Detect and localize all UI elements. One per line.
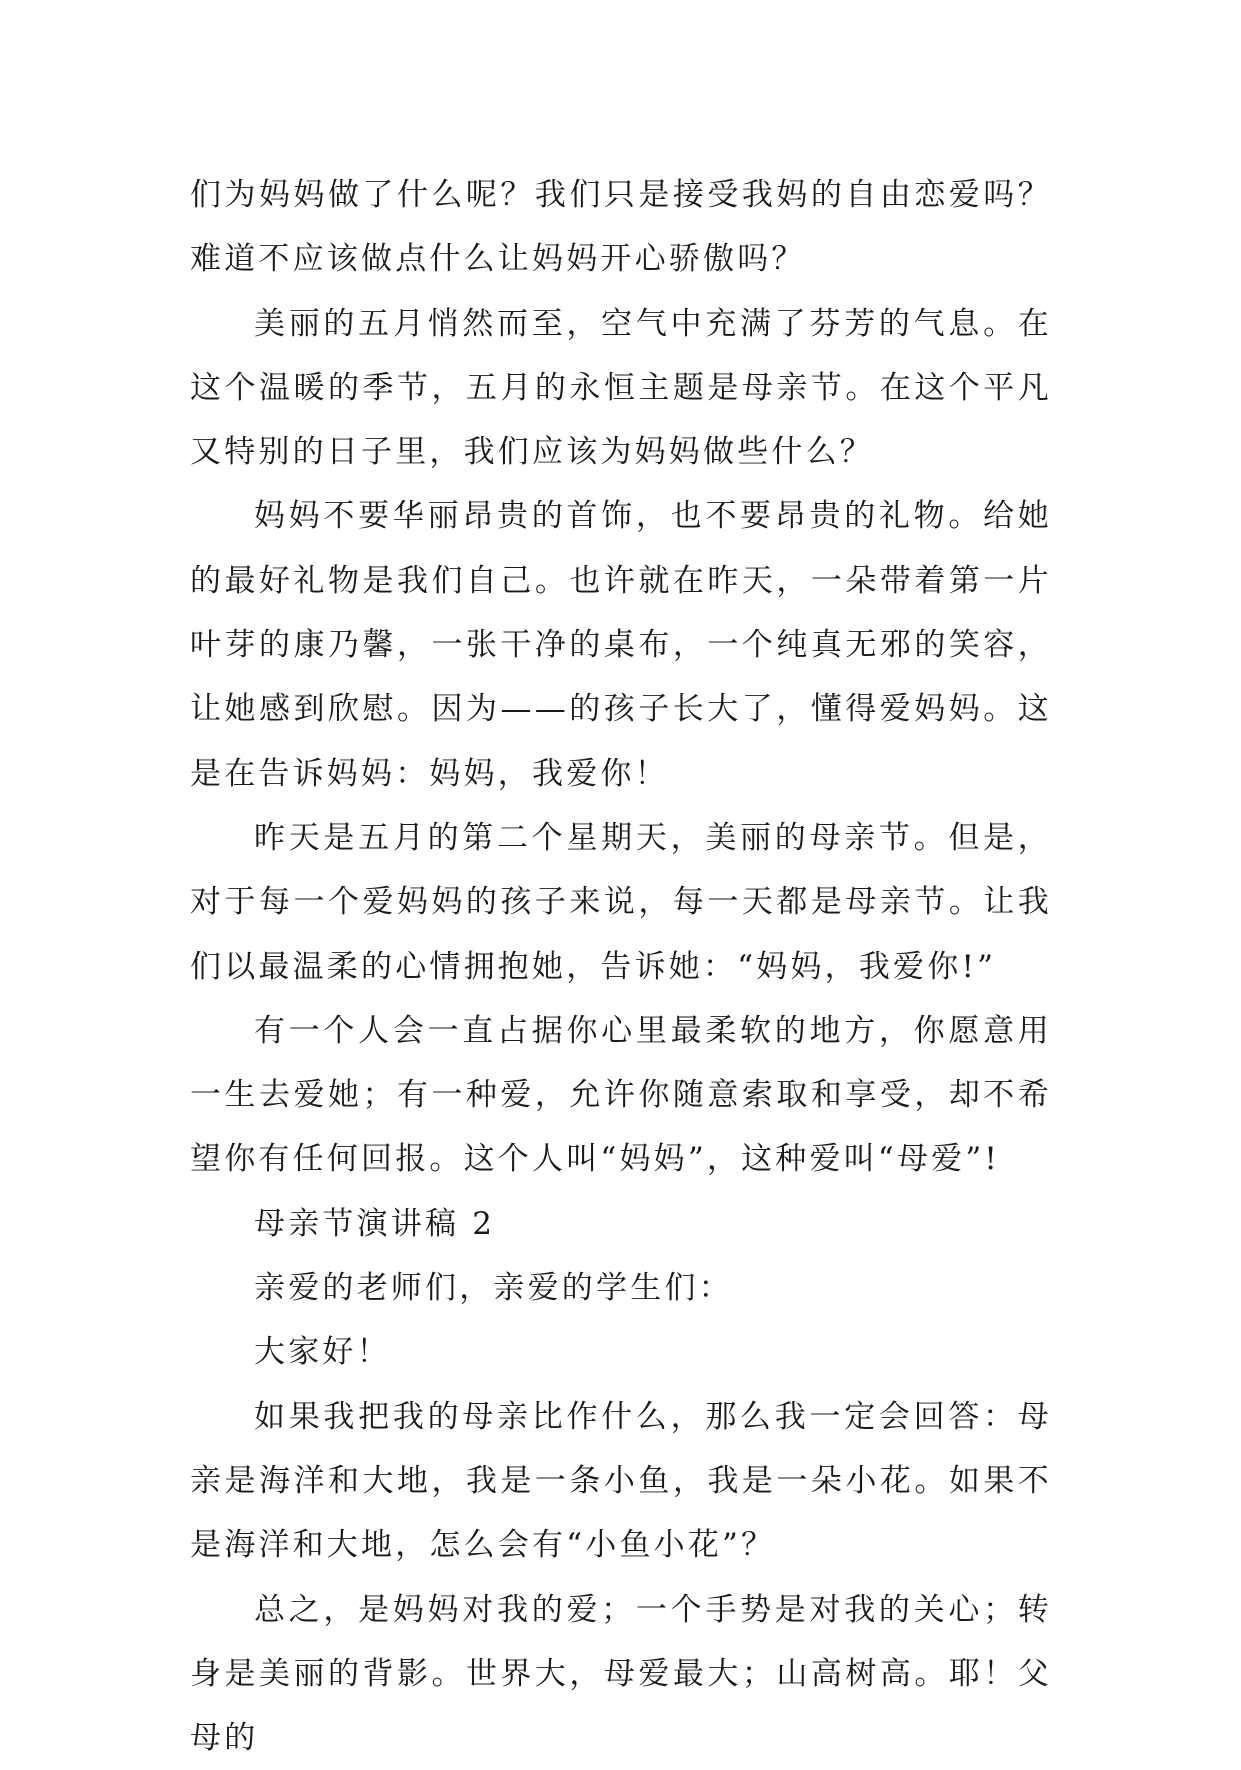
paragraph-second-sunday: 昨天是五月的第二个星期天，美丽的母亲节。但是，对于每一个爱妈妈的孩子来说，每一天都是母亲节。让我们以最温柔的心情拥抱她，告诉她：“妈妈，我爱你!” — [190, 819, 1052, 985]
document-body — [190, 163, 1052, 1770]
paragraph-ocean-earth: 如果我把我的母亲比作什么，那么我一定会回答：母亲是海洋和大地，我是一条小鱼，我是一朵小花。如果不是海洋和大地，怎么会有“小鱼小花”？ — [190, 1398, 1052, 1564]
paragraph-in-short: 总之，是妈妈对我的爱；一个手势是对我的关心；转身是美丽的背影。世界大，母爱最大；山高树高。耶！父母的 — [190, 1591, 1052, 1757]
paragraph-continuation: 们为妈妈做了什么呢？我们只是接受我妈的自由恋爱吗？难道不应该做点什么让妈妈开心骄傲吗？ — [190, 177, 1052, 278]
paragraph-may-arrives: 美丽的五月悄然而至，空气中充满了芬芳的气息。在这个温暖的季节，五月的永恒主题是母亲节。在这个平凡又特别的日子里，我们应该为妈妈做些什么？ — [190, 305, 1052, 471]
salutation: 亲爱的老师们，亲爱的学生们： — [254, 1270, 733, 1307]
greeting: 大家好！ — [254, 1334, 391, 1371]
paragraph-best-gift: 妈妈不要华丽昂贵的首饰，也不要昂贵的礼物。给她的最好礼物是我们自己。也许就在昨天，一朵带着第一片叶芽的康乃馨，一张干净的桌布，一个纯真无邪的笑容，让她感到欣慰。因为——的孩子长大了，懂得爱妈妈。这是在告诉妈妈：妈妈，我爱你！ — [190, 498, 1052, 792]
section-heading: 母亲节演讲稿 2 — [254, 1205, 496, 1242]
paragraph-mother-love: 有一个人会一直占据你心里最柔软的地方，你愿意用一生去爱她；有一种爱，允许你随意索取和享受，却不希望你有任何回报。这个人叫“妈妈”，这种爱叫“母爱”! — [190, 1012, 1052, 1178]
